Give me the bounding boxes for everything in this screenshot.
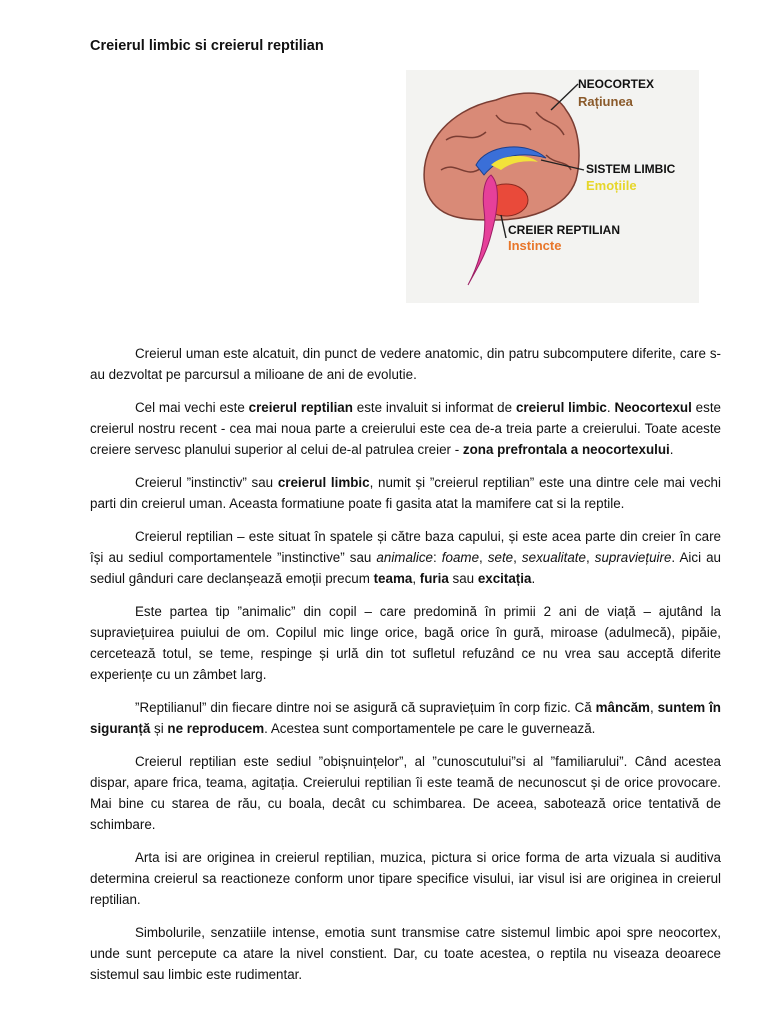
text-run: este creierul nostru recent - cea mai noua parte a creierului este cea de-a treia parte a creierului. Toate aceste creiere servesc planului superior al celui de-al patrulea creier - <box>90 400 721 457</box>
paragraph <box>90 697 721 739</box>
paragraph <box>90 751 721 835</box>
text-run: Arta isi are originea in creierul reptilian, muzica, pictura si orice forma de arta vizuala si auditiva determina creierul sa reactioneze conform unor tipare specifice visului, iar visul isi are originea in creierul reptilian. <box>90 850 721 907</box>
text-run: , numit și ”creierul reptilian” este una dintre cele mai vechi parti din creierul uman. Aceasta formatiune poate fi gasita atat la mamifere cat si la reptile. <box>90 475 721 511</box>
paragraph <box>90 472 721 514</box>
bold-text: creierul limbic <box>277 475 370 490</box>
neocortex-sub-label: Rațiunea <box>578 94 633 109</box>
text-run: sau <box>448 571 478 586</box>
text-run: Cel mai vechi este <box>135 400 249 415</box>
paragraph <box>90 526 721 589</box>
text-run: Simbolurile, senzatiile intense, emotia sunt transmise catre sistemul limbic apoi spre neocortex, unde sunt percepute ca atare la nivel constient. Dar, cu toate acestea, o reptila nu viseaza deoarece sistemul sau limbic este rudimentar. <box>90 925 721 982</box>
brain-diagram <box>406 70 699 303</box>
text-run: Creierul ”instinctiv” sau <box>135 475 278 490</box>
document-body <box>90 343 721 997</box>
limbic-sub-label: Emoțiile <box>586 178 637 193</box>
text-run: . <box>531 571 536 586</box>
bold-text: mâncăm <box>595 700 650 715</box>
italic-text: foame <box>441 550 480 565</box>
bold-text: creierul limbic <box>515 400 607 415</box>
text-run: ”Reptilianul” din fiecare dintre noi se asigură că supraviețuim în corp fizic. Că <box>135 700 596 715</box>
text-run: Creierul uman este alcatuit, din punct de vedere anatomic, din patru subcomputere diferite, care s-au dezvoltat pe parcursul a milioane de ani de evolutie. <box>90 346 721 382</box>
paragraph <box>90 922 721 985</box>
text-run: Creierul reptilian – este situat în spatele și către baza capului, și este acea parte din creier în care își au sediul comportamentele ”instinctive” sau <box>90 529 721 565</box>
bold-text: zona prefrontala a neocortexului <box>462 442 670 457</box>
paragraph <box>90 601 721 685</box>
bold-text: ne reproducem <box>167 721 265 736</box>
bold-text: creierul reptilian <box>248 400 353 415</box>
page-title: Creierul limbic si creierul reptilian <box>90 38 324 54</box>
paragraph <box>90 847 721 910</box>
italic-text: animalice <box>376 550 433 565</box>
bold-text: Neocortexul <box>614 400 692 415</box>
text-run: , <box>585 550 595 565</box>
reptilian-sub-label: Instincte <box>508 238 562 253</box>
text-run: Creierul reptilian este sediul ”obișnuințelor”, al ”cunoscutului”si al ”familiarului”. Când acestea dispar, apare frica, teama, agitația. Creierului reptilian îi este teamă de necunoscut și de orice provocare. Mai bine cu starea de rău, cu boala, decât cu schimbarea. De aceea, sabotează orice tentativă de schimbare. <box>90 754 721 832</box>
text-run: și <box>150 721 168 736</box>
brain-illustration <box>406 70 699 303</box>
text-run: , <box>479 550 488 565</box>
reptilian-label: CREIER REPTILIAN <box>508 223 621 237</box>
text-run: , <box>513 550 522 565</box>
text-run: . Acestea sunt comportamentele pe care le guvernează. <box>264 721 596 736</box>
text-run: , <box>412 571 420 586</box>
text-run: , <box>649 700 658 715</box>
text-run: este invaluit si informat de <box>352 400 516 415</box>
text-run: Este partea tip ”animalic” din copil – care predomină în primii 2 ani de viață – ajutând la supraviețuirea puiului de om. Copilul mic linge orice, bagă orice în gură, miroase (adulmecă), pipăie, cercetează totul, se teme, respinge și urlă din tot sufletul refuzând ce nu vrea sau acceptă diferite experiențe cu un zâmbet larg. <box>90 604 721 682</box>
bold-text: furia <box>419 571 449 586</box>
text-run: . <box>606 400 615 415</box>
italic-text: sexualitate <box>521 550 586 565</box>
neocortex-label: NEOCORTEX <box>578 77 655 91</box>
limbic-label: SISTEM LIMBIC <box>586 162 676 176</box>
italic-text: supraviețuire <box>594 550 672 565</box>
text-run: : <box>433 550 442 565</box>
bold-text: teama <box>373 571 413 586</box>
text-run: . <box>669 442 674 457</box>
paragraph <box>90 343 721 385</box>
bold-text: suntem în siguranță <box>90 700 721 736</box>
italic-text: sete <box>487 550 514 565</box>
paragraph <box>90 397 721 460</box>
text-run: . Aici au sediul gânduri care declanșează emoții precum <box>90 550 721 586</box>
bold-text: excitația <box>477 571 532 586</box>
